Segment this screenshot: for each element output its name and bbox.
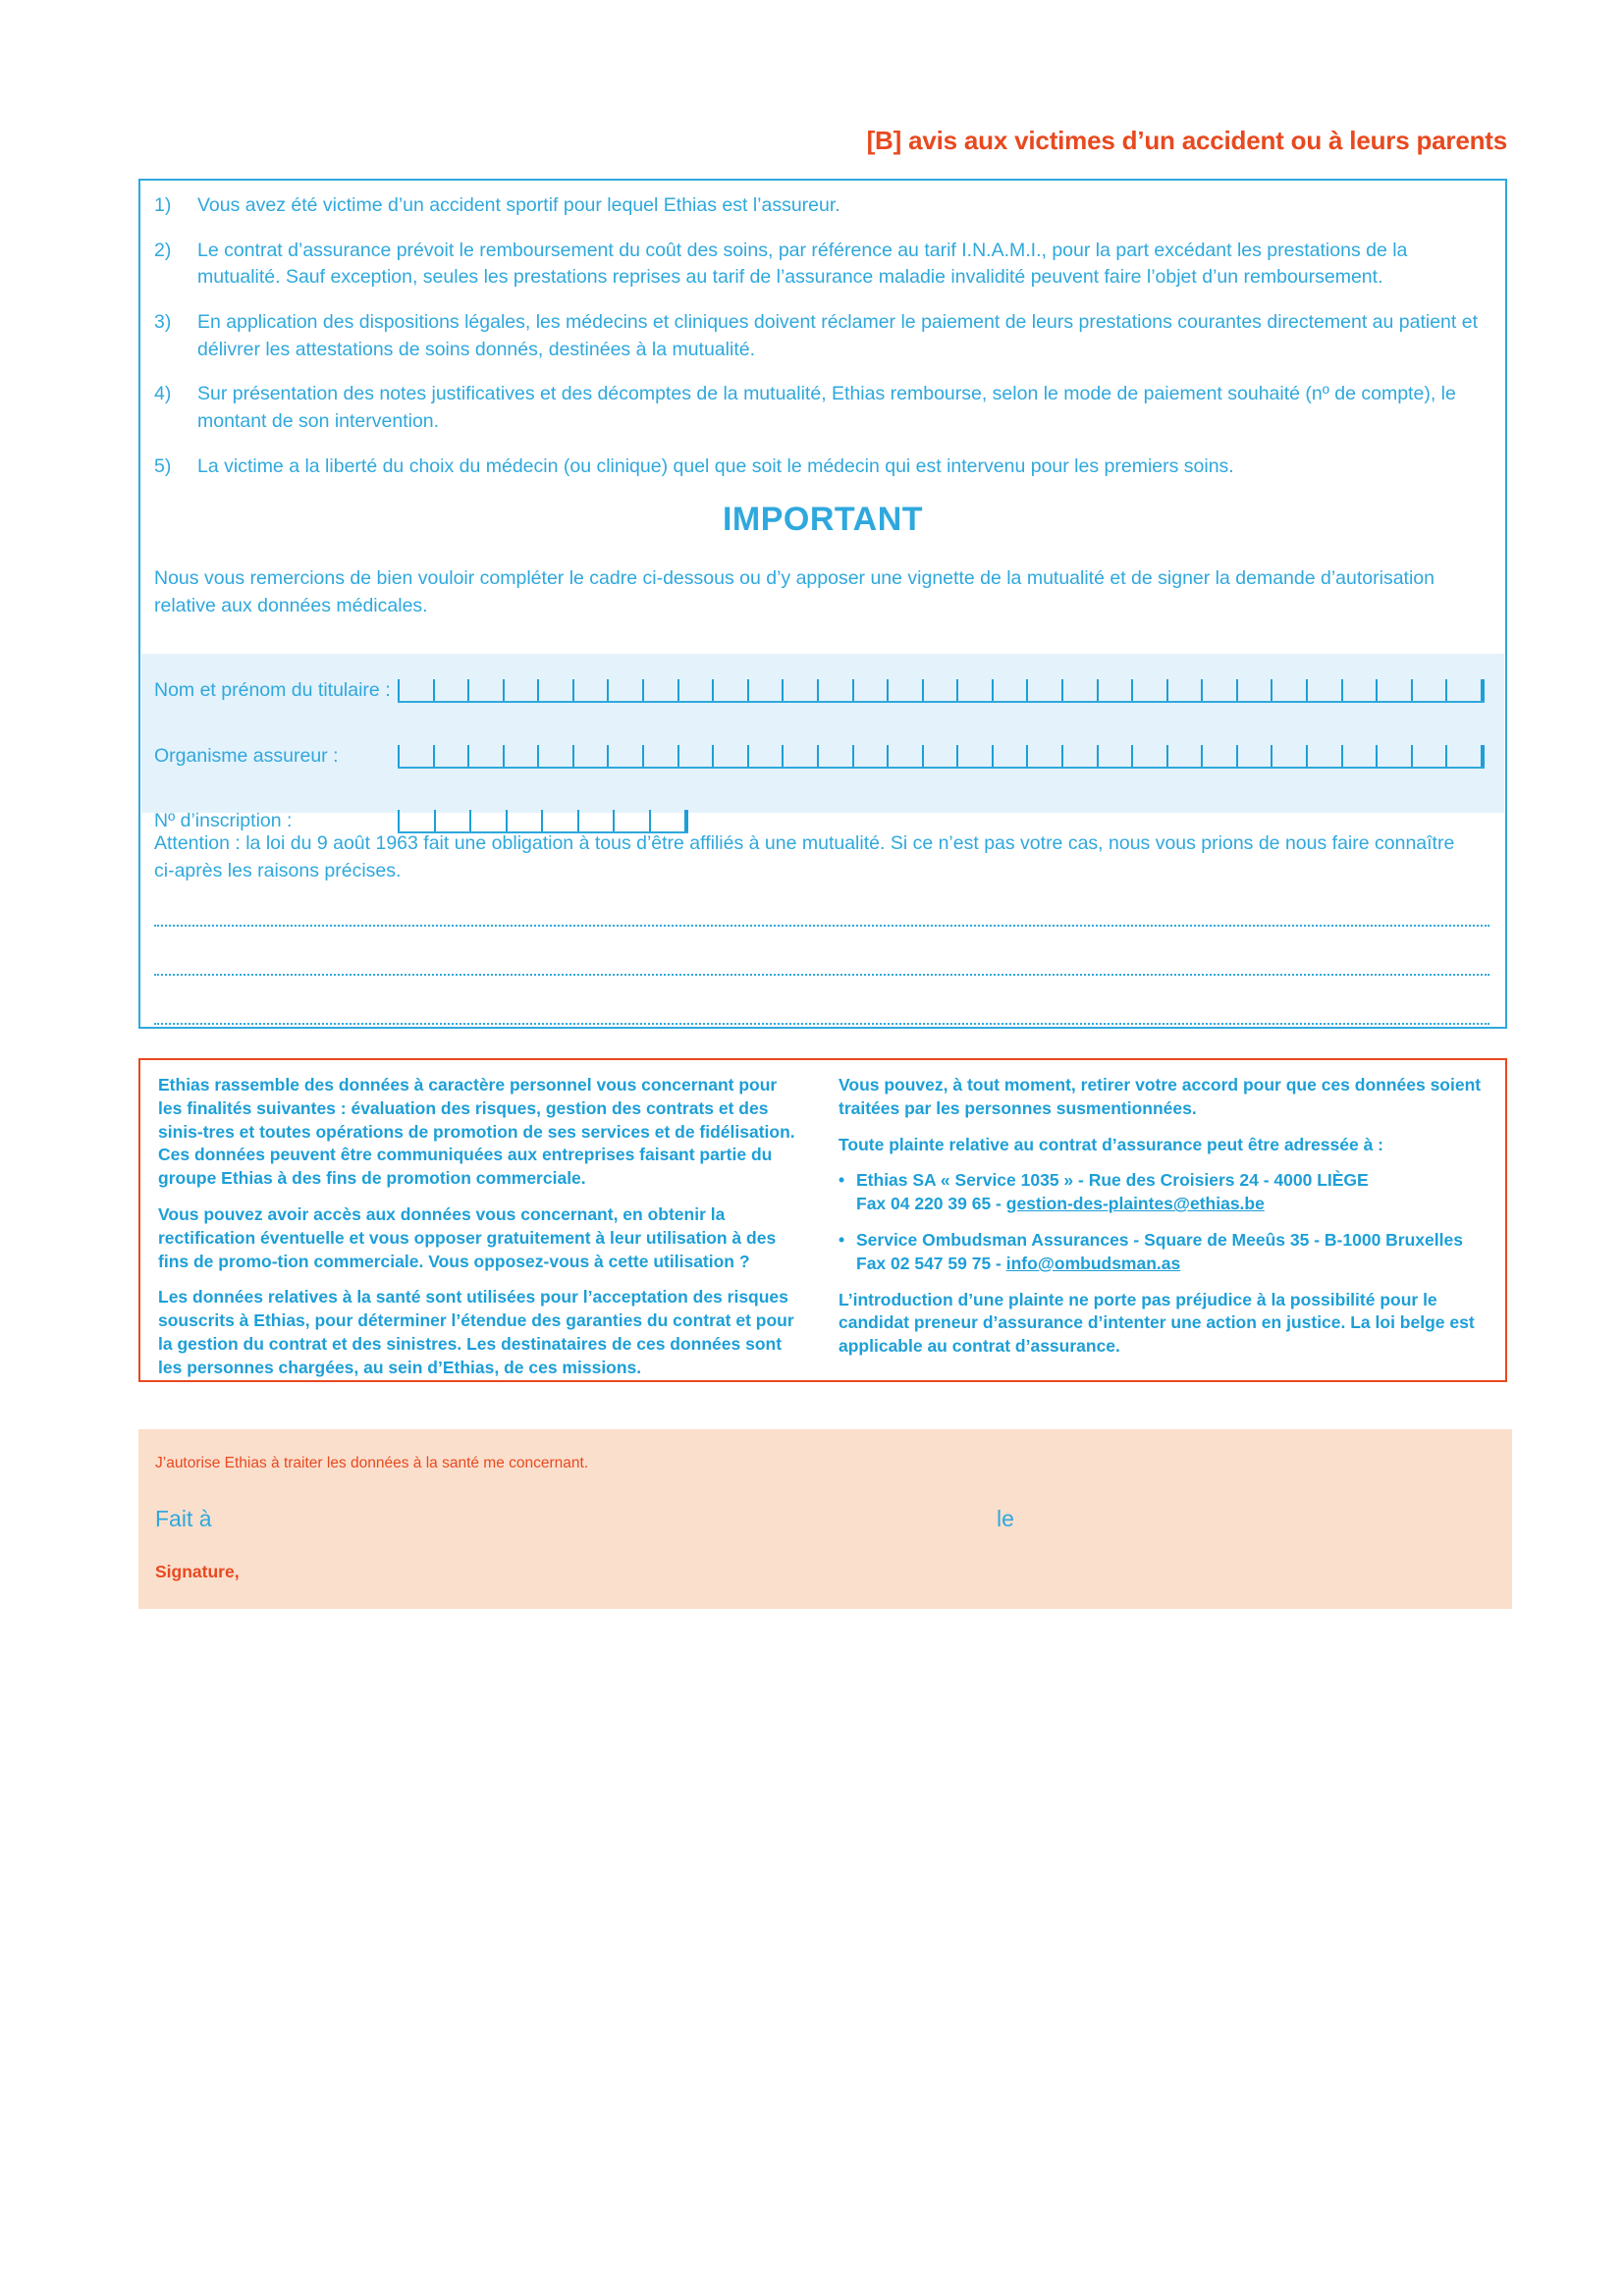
comb-cell[interactable] [956,745,992,767]
privacy-paragraph: Les données relatives à la santé sont utilisées pour l’acceptation des risques souscrits à Ethias, pour déterminer l’étendue des garanties du contrat et pour la gestion du contrat et des sinistres. Les destinataires de ces données sont les personnes chargées, au sein d’Ethias, de ces missions. [158,1287,794,1377]
comb-cell[interactable] [712,679,747,701]
write-in-line-3[interactable] [154,1023,1489,1025]
page-title: [B] avis aux victimes d’un accident ou à leurs parents [866,126,1507,155]
list-item-number: 1) [154,194,172,216]
comb-cell[interactable] [1306,745,1341,767]
form-label-nom: Nom et prénom du titulaire : [154,678,391,701]
comb-cell[interactable] [922,745,957,767]
comb-cell[interactable] [537,679,572,701]
list-item [154,192,1489,220]
contact-email-link[interactable]: info@ombudsman.as [1005,1253,1181,1273]
form-row-nom [154,673,1485,703]
comb-cell[interactable] [1376,679,1411,701]
form-row-inscription [154,804,1485,833]
comb-cell[interactable] [747,745,783,767]
organisme-assureur-input[interactable] [398,745,1485,769]
place-field-label[interactable]: Fait à [155,1506,212,1531]
comb-cell[interactable] [956,679,992,701]
comb-cell[interactable] [398,745,433,767]
nom-prenom-input[interactable] [398,679,1485,703]
comb-cell[interactable] [1236,679,1272,701]
privacy-paragraph: Vous pouvez avoir accès aux données vous concernant, en obtenir la rectification éventuelle et vous opposer gratuitement à leur utilisation à des fins de promo-tion commerciale. Vous opposez-vous à cette utilisation ? [158,1203,777,1271]
comb-cell[interactable] [433,745,468,767]
contact-fax: Fax 02 547 59 75 - [856,1253,1006,1273]
list-item [154,454,1489,481]
contact-email-link[interactable]: gestion-des-plaintes@ethias.be [1005,1194,1265,1214]
contact-fax: Fax 04 220 39 65 - [856,1194,1006,1214]
comb-cell[interactable] [992,745,1027,767]
comb-cell[interactable] [1166,745,1202,767]
comb-cell[interactable] [642,679,677,701]
comb-cell[interactable] [503,679,538,701]
list-item-number: 5) [154,454,172,477]
comb-cell[interactable] [677,679,713,701]
comb-cell-end [1481,679,1485,701]
comb-cell[interactable] [1236,745,1272,767]
signature-field-label[interactable]: Signature, [155,1562,240,1581]
comb-cell[interactable] [782,679,817,701]
comb-cell[interactable] [1411,679,1446,701]
comb-cell[interactable] [1026,679,1061,701]
comb-cell[interactable] [817,745,852,767]
mutuality-form-panel [141,654,1504,831]
list-item-text: Sur présentation des notes justificatives et des décomptes de la mutualité, Ethias rembourse, selon le mode de paiement souhaité (nº de compte), le montant de son intervention. [197,383,1456,433]
list-item [839,1169,1488,1216]
comb-cell[interactable] [1131,745,1166,767]
comb-cell[interactable] [747,679,783,701]
write-in-line-2[interactable] [154,974,1489,976]
comb-cell[interactable] [467,745,503,767]
list-item-text: Vous avez été victime d’un accident sportif pour lequel Ethias est l’assureur. [197,194,840,216]
date-field-label[interactable]: le [997,1506,1014,1531]
comb-cell[interactable] [1061,679,1097,701]
privacy-paragraph: L’introduction d’une plainte ne porte pas préjudice à la possibilité pour le candidat preneur d’assurance d’intenter une action en justice. La loi belge est applicable au contrat d’assurance. [839,1289,1475,1357]
list-item [154,309,1489,363]
comb-cell[interactable] [433,679,468,701]
comb-cell[interactable] [537,745,572,767]
comb-cell[interactable] [469,810,506,831]
comb-cell[interactable] [782,745,817,767]
comb-cell[interactable] [922,679,957,701]
comb-cell[interactable] [887,679,922,701]
comb-cell[interactable] [1376,745,1411,767]
comb-cell[interactable] [434,810,470,831]
signature-panel [138,1429,1512,1609]
list-item [154,238,1489,292]
comb-cell[interactable] [572,745,608,767]
comb-cell[interactable] [1445,679,1481,701]
privacy-panel [138,1058,1507,1382]
comb-cell[interactable] [1341,679,1377,701]
comb-cell[interactable] [1341,745,1377,767]
comb-cell[interactable] [677,745,713,767]
list-item-text: En application des dispositions légales, les médecins et cliniques doivent réclamer le paiement de leurs prestations courantes directement au patient et délivrer les attestations de soins donnés, destinées à la mutualité. [197,311,1478,360]
comb-cell[interactable] [503,745,538,767]
comb-cell[interactable] [887,745,922,767]
notice-list [154,192,1489,499]
contact-address: Service Ombudsman Assurances - Square de Meeûs 35 - B-1000 Bruxelles [856,1229,1463,1250]
contact-address: Ethias SA « Service 1035 » - Rue des Croisiers 24 - 4000 LIÈGE [856,1170,1369,1191]
comb-cell[interactable] [852,679,888,701]
comb-cell[interactable] [541,810,577,831]
bullet-icon: • [839,1170,845,1191]
form-label-organisme: Organisme assureur : [154,744,339,767]
comb-cell[interactable] [613,810,649,831]
privacy-paragraph: Vous pouvez, à tout moment, retirer votre accord pour que ces données soient traitées par les personnes susmentionnées. [839,1075,1482,1118]
comb-cell[interactable] [572,679,608,701]
list-item [839,1229,1488,1276]
comb-cell[interactable] [642,745,677,767]
important-heading: IMPORTANT [722,501,924,538]
comb-cell[interactable] [1026,745,1061,767]
comb-cell[interactable] [398,679,433,701]
comb-cell[interactable] [1201,745,1236,767]
comb-cell[interactable] [1201,679,1236,701]
comb-cell[interactable] [1271,679,1306,701]
privacy-column-left [140,1060,823,1380]
comb-cell[interactable] [1097,745,1132,767]
notice-panel [138,179,1507,1029]
list-item-text: Le contrat d’assurance prévoit le remboursement du coût des soins, par référence au tarif I.N.A.M.I., pour la part excédant les prestations de la mutualité. Sauf exception, seules les prestations reprises au tarif de l’assurance maladie invalidité peuvent faire l’objet d’un remboursement. [197,239,1408,289]
list-item-number: 4) [154,383,172,405]
comb-cell[interactable] [817,679,852,701]
comb-cell[interactable] [607,679,642,701]
comb-cell[interactable] [712,745,747,767]
list-item-number: 3) [154,311,172,334]
comb-cell[interactable] [398,810,434,831]
comb-cell[interactable] [992,679,1027,701]
comb-cell[interactable] [1306,679,1341,701]
write-in-line-1[interactable] [154,925,1489,927]
comb-cell[interactable] [506,810,542,831]
comb-cell[interactable] [1445,745,1481,767]
list-item [154,381,1489,435]
comb-cell[interactable] [577,810,614,831]
comb-cell[interactable] [1097,679,1132,701]
comb-cell[interactable] [852,745,888,767]
comb-cell[interactable] [1131,679,1166,701]
comb-cell[interactable] [1166,679,1202,701]
form-label-inscription: Nº d’inscription : [154,809,293,831]
list-item-number: 2) [154,239,172,261]
instructions-text: Nous vous remercions de bien vouloir compléter le cadre ci-dessous ou d’y apposer une vignette de la mutualité et de signer la demande d’autorisation relative aux données médicales. [154,567,1435,616]
consent-text: J’autorise Ethias à traiter les données à la santé me concernant. [155,1455,589,1471]
comb-cell-end [1481,745,1485,767]
bullet-icon: • [839,1229,845,1250]
comb-cell[interactable] [1411,745,1446,767]
comb-cell[interactable] [467,679,503,701]
comb-cell[interactable] [1061,745,1097,767]
contact-block [856,1169,1488,1216]
comb-cell[interactable] [1271,745,1306,767]
comb-cell[interactable] [607,745,642,767]
list-item-text: La victime a la liberté du choix du médecin (ou clinique) quel que soit le médecin qui est intervenu pour les premiers soins. [197,454,1234,477]
privacy-paragraph: Ethias rassemble des données à caractère personnel vous concernant pour les finalités suivantes : évaluation des risques, gestion des contrats et des sinis-tres et toutes opérations de promotion de ses services et de fidélisation. Ces données peuvent être communiquées aux entreprises faisant partie du groupe Ethias à des fins de promotion commerciale. [158,1075,795,1189]
privacy-column-right [823,1060,1505,1380]
comb-cell[interactable] [649,810,685,831]
form-row-organisme [154,739,1485,769]
privacy-complaint-intro: Toute plainte relative au contrat d’assurance peut être adressée à : [839,1134,1384,1154]
comb-cell-end [684,810,688,831]
attention-text: Attention : la loi du 9 août 1963 fait une obligation à tous d’être affiliés à une mutualité. Si ce n’est pas votre cas, nous vous prions de nous faire connaître ci-après les raisons précises. [154,832,1455,881]
contact-block [856,1229,1488,1276]
